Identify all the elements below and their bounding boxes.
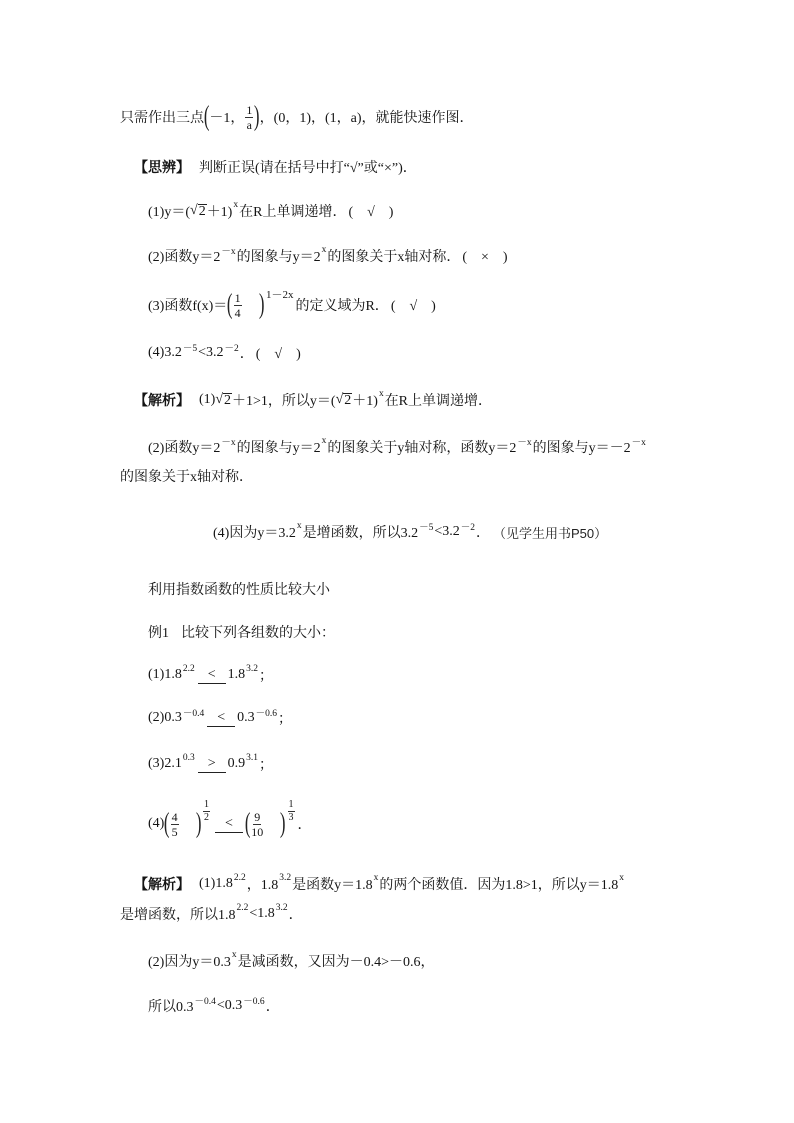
answer-mark: ( √ ) bbox=[255, 347, 301, 362]
example-label: 例1 bbox=[148, 626, 169, 641]
exponent: 3.2 bbox=[275, 903, 288, 913]
fraction-denominator: 4 bbox=[234, 305, 241, 320]
answer-mark: ( √ ) bbox=[390, 299, 436, 314]
item-text: 0.9 bbox=[227, 756, 246, 771]
section-title bbox=[148, 569, 330, 609]
exponent: 1－2x bbox=[265, 289, 294, 301]
item-text: (1)1.8 bbox=[199, 876, 233, 891]
item-text: <3.2 bbox=[198, 345, 224, 360]
item-text: (1)y＝( bbox=[148, 205, 190, 220]
fraction-numerator: 9 bbox=[254, 809, 261, 824]
fraction bbox=[245, 103, 253, 132]
answer-blank: < bbox=[198, 667, 226, 684]
item-text: 是减函数，又因为－0.4>－0.6， bbox=[237, 955, 435, 970]
item-text: ； bbox=[258, 758, 273, 773]
exponent: 3.2 bbox=[279, 873, 292, 883]
fraction bbox=[171, 810, 179, 839]
item-text: 所以0.3 bbox=[148, 1000, 194, 1015]
answer-mark: ( × ) bbox=[462, 250, 508, 265]
item-text: 的图象与y＝－2 bbox=[532, 441, 631, 456]
intro-text-rest: ，(0，1)，(1，a)，就能快速作图． bbox=[259, 111, 474, 126]
item-text: ； bbox=[258, 669, 273, 684]
radicand: 2 bbox=[198, 203, 206, 219]
exponent: －2 bbox=[224, 344, 239, 354]
item-text: (1)1.8 bbox=[148, 667, 182, 682]
answer-blank: > bbox=[198, 756, 226, 773]
item-text: (2)0.3 bbox=[148, 710, 182, 725]
item-text: ． bbox=[297, 818, 312, 833]
exponent: －x bbox=[221, 247, 236, 257]
exponent: －0.4 bbox=[182, 709, 205, 719]
item-text: (3)2.1 bbox=[148, 756, 182, 771]
exponent: 2.2 bbox=[236, 903, 249, 913]
item-text: 的两个函数值．因为1.8>1，所以y＝1.8 bbox=[379, 878, 619, 893]
section-title-text: 利用指数函数的性质比较大小 bbox=[148, 583, 330, 598]
right-paren: ) bbox=[280, 808, 286, 839]
right-paren: ) bbox=[258, 289, 265, 320]
item-text: (4)因为y＝3.2 bbox=[213, 526, 296, 541]
item-text: 的定义域为R． bbox=[295, 299, 389, 314]
square-root bbox=[190, 203, 207, 219]
exponent: 2.2 bbox=[233, 873, 246, 883]
square-root bbox=[215, 392, 232, 408]
radicand: 2 bbox=[344, 392, 352, 408]
judge-instruction: 判断正误(请在括号中打“√”或“×”)． bbox=[199, 161, 417, 176]
exponent: x bbox=[233, 200, 239, 210]
right-paren: ) bbox=[254, 101, 260, 132]
item-text: 是增函数，所以1.8 bbox=[120, 908, 236, 923]
item-text: 的图象与y＝2 bbox=[236, 250, 321, 265]
item-text: 是函数y＝1.8 bbox=[292, 878, 373, 893]
judge-tag: 【思辨】 bbox=[134, 161, 190, 176]
item-text: 的图象与y＝2 bbox=[236, 441, 321, 456]
sqrt-sign: √ bbox=[215, 392, 224, 407]
exponent: x bbox=[619, 873, 624, 883]
book-reference: （见学生用书P50） bbox=[493, 525, 608, 541]
item-text: (4)3.2 bbox=[148, 345, 182, 360]
sqrt-sign: √ bbox=[190, 203, 198, 218]
item-text: 的图象关于y轴对称，函数y＝2 bbox=[327, 441, 517, 456]
analysis1-item-4 bbox=[213, 512, 607, 552]
item-text: ＋1) bbox=[206, 205, 233, 220]
item-text: <0.3 bbox=[216, 998, 243, 1013]
right-paren: ) bbox=[195, 808, 202, 839]
item-text: (1) bbox=[199, 392, 216, 407]
analysis-tag: 【解析】 bbox=[134, 878, 190, 893]
exponent: －5 bbox=[182, 344, 198, 354]
item-text: <3.2 bbox=[434, 524, 460, 539]
item-text: ． bbox=[265, 1000, 280, 1015]
exponent: －x bbox=[221, 438, 236, 448]
item-text: 0.3 bbox=[237, 710, 255, 725]
judge-item-2 bbox=[148, 236, 508, 276]
item-text: ． bbox=[239, 347, 254, 362]
judge-item-3 bbox=[148, 285, 436, 325]
item-text: (4) bbox=[148, 816, 165, 831]
item-text: 是增函数，所以3.2 bbox=[302, 526, 419, 541]
item-text: ． bbox=[288, 908, 303, 923]
example-item-3 bbox=[148, 744, 273, 784]
exponent: x bbox=[231, 950, 237, 960]
analysis2-item-1-continued bbox=[120, 894, 303, 934]
analysis2-conclusion bbox=[148, 986, 280, 1026]
exponent: －x bbox=[517, 438, 532, 448]
example-item-2 bbox=[148, 698, 292, 738]
item-text: (3)函数f(x)＝ bbox=[148, 299, 228, 314]
fraction-numerator: 1 bbox=[234, 290, 241, 305]
item-text: 的图象关于x轴对称． bbox=[120, 470, 253, 485]
exponent: －x bbox=[631, 438, 646, 448]
item-text: (2)函数y＝2 bbox=[148, 250, 221, 265]
exponent: －0.6 bbox=[243, 997, 265, 1007]
intro-line bbox=[120, 97, 474, 137]
item-text: ＋1) bbox=[352, 394, 378, 409]
item-text: ，1.8 bbox=[246, 878, 279, 893]
exponent-fraction bbox=[288, 799, 295, 824]
fraction-numerator: 1 bbox=[203, 798, 209, 810]
left-paren: ( bbox=[203, 101, 210, 132]
exponent-fraction bbox=[203, 799, 210, 824]
item-text: ＋1>1，所以y＝( bbox=[232, 394, 336, 409]
item-text: (2)因为y＝0.3 bbox=[148, 955, 231, 970]
answer-mark: ( √ ) bbox=[348, 205, 394, 220]
fraction-denominator: a bbox=[246, 117, 252, 132]
exponent: x bbox=[378, 389, 384, 399]
item-text: <1.8 bbox=[249, 906, 275, 921]
item-text: 的图象关于x轴对称． bbox=[327, 250, 461, 265]
fraction-denominator: 5 bbox=[171, 824, 178, 839]
exponent: x bbox=[321, 245, 327, 255]
analysis-tag: 【解析】 bbox=[134, 394, 190, 409]
judge-heading bbox=[134, 147, 417, 187]
left-paren: ( bbox=[227, 289, 233, 320]
exponent: －2 bbox=[460, 523, 476, 533]
item-text: ； bbox=[278, 712, 293, 727]
fraction-numerator: 1 bbox=[288, 798, 294, 810]
intro-text: 只需作出三点 bbox=[120, 111, 204, 126]
example-prompt: 比较下列各组数的大小： bbox=[181, 626, 335, 641]
exponent: －0.6 bbox=[255, 709, 278, 719]
fraction-denominator: 10 bbox=[251, 824, 264, 839]
item-text: 在R上单调递增． bbox=[239, 205, 347, 220]
example-heading bbox=[148, 612, 335, 652]
analysis1-item-1 bbox=[134, 380, 492, 420]
exponent: x bbox=[296, 521, 302, 531]
exponent: －0.4 bbox=[194, 997, 216, 1007]
fraction-denominator: 2 bbox=[203, 811, 209, 823]
exponent: －5 bbox=[419, 523, 434, 533]
square-root bbox=[336, 392, 353, 408]
exponent: 3.2 bbox=[246, 664, 258, 674]
exponent: 2.2 bbox=[182, 664, 195, 674]
example-item-1 bbox=[148, 655, 273, 695]
answer-blank: < bbox=[215, 816, 243, 833]
exponent: x bbox=[373, 873, 379, 883]
item-text: 1.8 bbox=[227, 667, 246, 682]
exponent: 0.3 bbox=[182, 753, 195, 763]
fraction bbox=[251, 810, 263, 839]
fraction-numerator: 4 bbox=[171, 809, 178, 824]
left-paren: ( bbox=[164, 808, 170, 839]
exponent: 3.1 bbox=[246, 753, 258, 763]
judge-item-4 bbox=[148, 333, 301, 373]
radicand: 2 bbox=[224, 392, 232, 408]
item-text: 在R上单调递增． bbox=[384, 394, 493, 409]
fraction bbox=[234, 291, 242, 320]
left-paren: ( bbox=[244, 808, 251, 839]
fraction-numerator: 1 bbox=[246, 102, 253, 117]
item-text: ． bbox=[476, 526, 491, 541]
judge-item-1 bbox=[148, 191, 393, 231]
example-item-4 bbox=[148, 798, 312, 844]
item-text: (2)函数y＝2 bbox=[148, 441, 221, 456]
exponent: x bbox=[321, 436, 327, 446]
answer-blank: < bbox=[207, 710, 235, 727]
analysis1-item-2-continued bbox=[120, 456, 253, 496]
point-x-value: －1， bbox=[209, 111, 245, 126]
sqrt-sign: √ bbox=[335, 392, 344, 407]
fraction-denominator: 3 bbox=[288, 811, 294, 823]
analysis2-item-2 bbox=[148, 941, 434, 981]
